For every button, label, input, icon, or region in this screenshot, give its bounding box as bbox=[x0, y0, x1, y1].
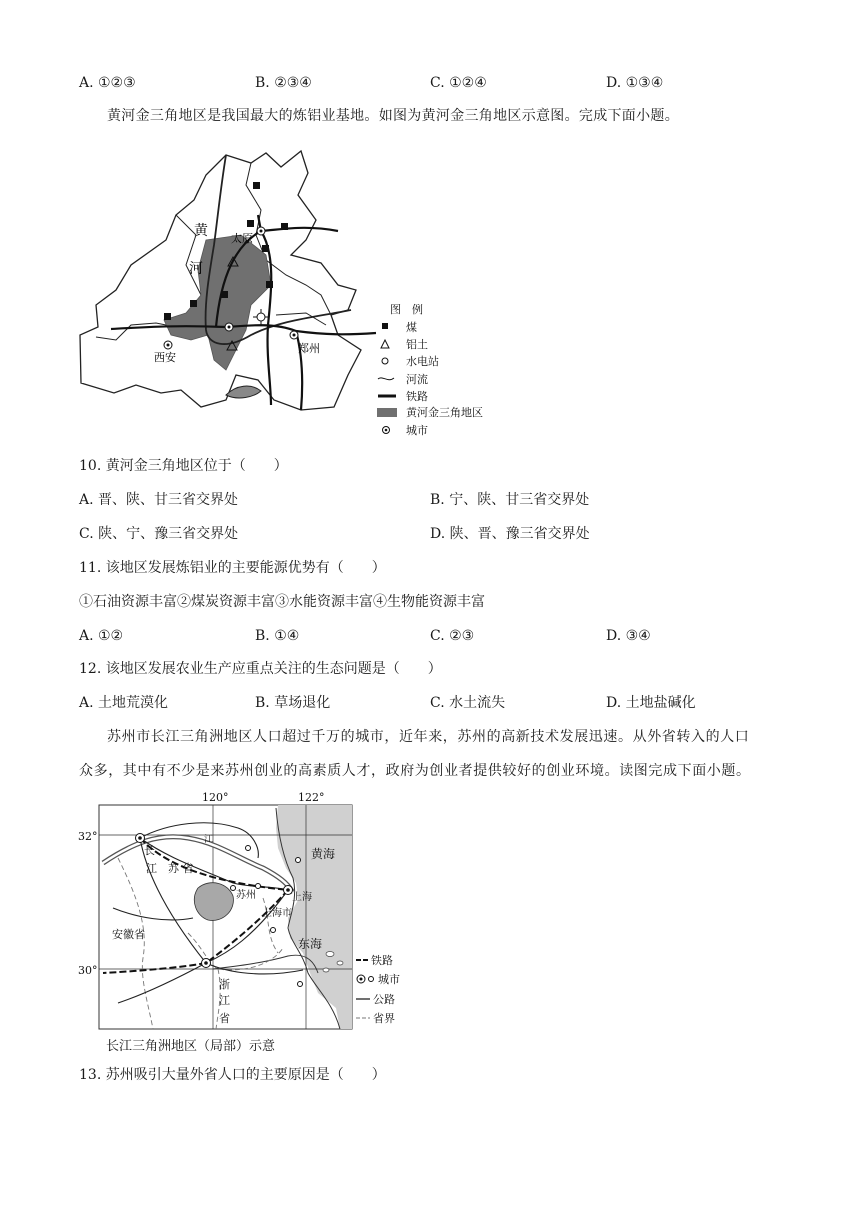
map2-label-chang: 长 bbox=[144, 844, 155, 857]
q12-option-b[interactable]: B. 草场退化 bbox=[255, 695, 331, 711]
map2-legend-border: 省界 bbox=[373, 1012, 395, 1025]
q9-option-b[interactable]: B. ②③④ bbox=[255, 75, 312, 91]
q12-stem: 12. 该地区发展农业生产应重点关注的生态问题是（ ） bbox=[79, 661, 442, 677]
map2-label-shanghaishi: 上海市 bbox=[262, 908, 292, 919]
q10-option-b[interactable]: B. 宁、陕、甘三省交界处 bbox=[430, 492, 590, 508]
intro-paragraph-2-line-2: 众多，其中有不少是来苏州创业的高素质人才，政府为创业者提供较好的创业环境。读图完成下面小题。 bbox=[79, 763, 751, 779]
map2-label-suzhou: 苏州 bbox=[236, 890, 256, 901]
map2-label-jiang-river: 江 bbox=[204, 835, 214, 845]
q9-option-a[interactable]: A. ①②③ bbox=[79, 75, 136, 91]
map2-caption: 长江三角洲地区（局部）示意 bbox=[106, 1039, 276, 1054]
yellow-river-triangle-map bbox=[76, 145, 506, 445]
q10-stem: 10. 黄河金三角地区位于（ ） bbox=[79, 458, 288, 474]
map1-city-xian: 西安 bbox=[154, 351, 176, 364]
map1-legend-hydropower: 水电站 bbox=[406, 355, 439, 368]
map1-city-zhengzhou: 郑州 bbox=[298, 342, 320, 355]
q11-sub-statements: ①石油资源丰富②煤炭资源丰富③水能资源丰富④生物能资源丰富 bbox=[79, 594, 485, 610]
map2-lat-32: 32° bbox=[78, 830, 98, 843]
q10-option-d[interactable]: D. 陕、晋、豫三省交界处 bbox=[430, 526, 590, 542]
map2-label-donghai: 东海 bbox=[298, 937, 323, 951]
map2-lon-122: 122° bbox=[298, 791, 325, 804]
map2-label-jiang2: 江 bbox=[219, 994, 230, 1007]
q10-option-c[interactable]: C. 陕、宁、豫三省交界处 bbox=[79, 526, 239, 542]
map1-legend-railway: 铁路 bbox=[406, 390, 428, 403]
map2-label-huanghai: 黄海 bbox=[311, 847, 336, 861]
map2-label-zhe: 浙 bbox=[219, 978, 230, 991]
map1-legend-title: 图 例 bbox=[390, 303, 423, 316]
map1-legend-river: 河流 bbox=[406, 373, 428, 386]
q9-option-d[interactable]: D. ①③④ bbox=[606, 75, 664, 91]
q11-option-a[interactable]: A. ①② bbox=[79, 628, 124, 644]
q11-option-c[interactable]: C. ②③ bbox=[430, 628, 475, 644]
intro-paragraph-2-line-1: 苏州市长江三角洲地区人口超过千万的城市，近年来，苏州的高新技术发展迅速。从外省转入的人口 bbox=[107, 729, 750, 745]
map1-river-label-2: 河 bbox=[189, 261, 203, 277]
q12-option-a[interactable]: A. 土地荒漠化 bbox=[79, 695, 169, 711]
q11-option-b[interactable]: B. ①④ bbox=[255, 628, 300, 644]
map1-legend-coal: 煤 bbox=[406, 321, 417, 334]
map1-city-taiyuan: 太原 bbox=[231, 232, 253, 245]
map1-legend-bauxite: 铝土 bbox=[406, 338, 428, 351]
map2-lat-30: 30° bbox=[78, 964, 98, 977]
q12-option-d[interactable]: D. 土地盐碱化 bbox=[606, 695, 696, 711]
map2-label-anhui: 安徽省 bbox=[112, 928, 145, 941]
map2-legend-railway: 铁路 bbox=[371, 954, 393, 967]
q9-option-c[interactable]: C. ①②④ bbox=[430, 75, 487, 91]
map2-label-jiangsu: 江 苏 省 bbox=[146, 862, 194, 875]
map1-legend-triangle: 黄河金三角地区 bbox=[406, 406, 483, 419]
q12-option-c[interactable]: C. 水土流失 bbox=[430, 695, 506, 711]
q10-option-a[interactable]: A. 晋、陕、甘三省交界处 bbox=[79, 492, 239, 508]
map1-legend-city: 城市 bbox=[406, 424, 428, 437]
q11-stem: 11. 该地区发展炼铝业的主要能源优势有（ ） bbox=[79, 560, 386, 576]
map2-legend-city: 城市 bbox=[378, 973, 400, 986]
intro-paragraph-1: 黄河金三角地区是我国最大的炼铝业基地。如图为黄河金三角地区示意图。完成下面小题。 bbox=[107, 108, 679, 124]
map2-label-shanghai: 上海 bbox=[292, 892, 312, 903]
map1-river-label-1: 黄 bbox=[194, 223, 208, 239]
map2-label-sheng: 省 bbox=[219, 1012, 230, 1025]
q11-option-d[interactable]: D. ③④ bbox=[606, 628, 651, 644]
map2-legend-highway: 公路 bbox=[373, 993, 395, 1006]
yangtze-delta-map bbox=[78, 788, 428, 1056]
map2-lon-120: 120° bbox=[202, 791, 229, 804]
q13-stem: 13. 苏州吸引大量外省人口的主要原因是（ ） bbox=[79, 1067, 386, 1083]
